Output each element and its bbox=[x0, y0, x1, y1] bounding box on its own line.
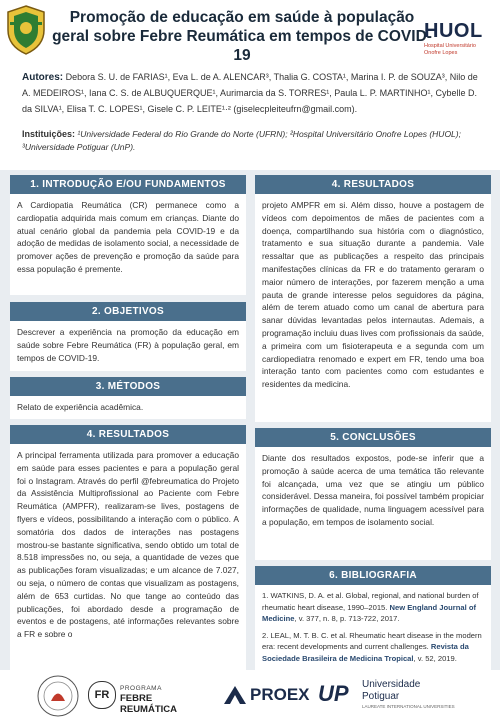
circular-seal-icon bbox=[36, 674, 80, 718]
fr-line2: FEBRE REUMÁTICA bbox=[120, 693, 177, 715]
section-methods-body: Relato de experiência acadêmica. bbox=[10, 396, 246, 419]
section-methods-heading: 3. MÉTODOS bbox=[10, 377, 246, 396]
footer-logos bbox=[0, 670, 500, 722]
proex-symbol-icon bbox=[222, 682, 248, 708]
section-results-body: A principal ferramenta utilizada para promover a educação em saúde para esses pacientes e para a população geral foi o Instagram. Através do perfil @febreumatica do Projeto da Assistência Multiprofissional ao Paciente com Febre Reumática (AMPFR), realizaram-se lives, postagens de flyers e vídeos, possibilitando a interação com o público. A somatória dos dados de interações nas postagens mostrou-se bastante significativa, sendo obtido um total de 8.518 impressões no, ou seja, a quantidade de vezes que as publicações foram visualizadas; e um alcance de 7.027, ou seja, o número de contas que visualizam as postagens, além de 653 curtidas. No que tange ao conteúdo das publicações, foi abordado desde a programação de eventos e de postagens, até informações relevantes sobre a FR e sobre o bbox=[10, 444, 246, 685]
unp-logo bbox=[318, 677, 494, 715]
poster-title: Promoção de educação em saúde à população geral sobre Febre Reumática em tempos de COVID-19 bbox=[52, 9, 432, 64]
section-objectives-body: Descrever a experiência na promoção da educação em saúde sobre Febre Reumática (FR) à população geral, em tempos de COVID-19. bbox=[10, 321, 246, 371]
institutions-label: Instituições: bbox=[22, 129, 76, 139]
section-results-cont-body: projeto AMPFR em si. Além disso, houve a postagem de vídeos com depoimentos de mães de pacientes com a doença, compartilhando sua história com o diagnóstico, tratamento e sua situação durante a pandemia. Vale ressaltar que as publicações a respeito das principais manifestações clínicas da FR e do tratamento geraram o maior número de interações, por fazerem menção a uma pauta de grande interesse pelos seguidores da página, além de terem atuado como um canal de abertura para sanar dúvidas levantadas pelos internautas. Ademais, a programação incluiu duas lives com profissionais da saúde, a primeira com um fisioterapeuta e a segunda com um cardiopediatra renomado e expert em FR, tendo uma boa interação tanto com pacientes como com estudantes e residentes da medicina. bbox=[255, 194, 491, 422]
section-results-cont-heading: 4. RESULTADOS bbox=[255, 175, 491, 194]
proex-logo bbox=[222, 682, 310, 710]
up-line3: LAUREATE INTERNATIONAL UNIVERSITIES bbox=[362, 704, 455, 709]
ufrn-seal-icon bbox=[4, 4, 48, 56]
poster-header bbox=[0, 0, 500, 170]
up-line1: Universidade bbox=[362, 679, 421, 690]
proex-label: PROEX bbox=[250, 685, 310, 704]
section-results-heading: 4. RESULTADOS bbox=[10, 425, 246, 444]
up-line2: Potiguar bbox=[362, 691, 400, 702]
bibliography-item: 2. LEAL, M. T. B. C. et al. Rheumatic heart disease in the modern era: recent developments and current challenges. Revista da Sociedade Brasileira de Medicina Tropical, v. 52, 2019. bbox=[262, 630, 482, 663]
huol-name: HUOL bbox=[424, 20, 483, 42]
fr-line1: PROGRAMA bbox=[120, 685, 162, 692]
section-bibliography-body bbox=[255, 585, 491, 677]
section-conclusions-body: Diante dos resultados expostos, pode-se inferir que a promoção à saúde acerca de uma temática tão relevante foi alcançada, uma vez que se atingiu um público considerável. Dessa maneira, foi possível também propiciar informações de qualidade, numa linguagem acessível para a população, em tempos de isolamento social. bbox=[255, 447, 491, 560]
section-intro-heading: 1. INTRODUÇÃO E/OU FUNDAMENTOS bbox=[10, 175, 246, 194]
section-conclusions-heading: 5. CONCLUSÕES bbox=[255, 428, 491, 447]
fr-mark: FR bbox=[88, 681, 116, 709]
authors-label: Autores: bbox=[22, 72, 64, 83]
up-mark: UP bbox=[318, 681, 349, 706]
huol-subtitle-2: Onofre Lopes bbox=[424, 49, 458, 56]
authors-block bbox=[22, 70, 486, 117]
huol-logo bbox=[424, 20, 496, 56]
section-intro-body: A Cardiopatia Reumática (CR) permanece como a cardiopatia adquirida mais comum em crianças. Diante do atual cenário global da pandemia pela COVID-19 e da adoção de medidas de isolamento social, a necessidade de promover ações de prevenção e promoção da saúde para essa população é premente. bbox=[10, 194, 246, 295]
section-bibliography-heading: 6. BIBLIOGRAFIA bbox=[255, 566, 491, 585]
section-objectives-heading: 2. OBJETIVOS bbox=[10, 302, 246, 321]
institutions-block bbox=[22, 128, 486, 153]
institutions-list: ¹Universidade Federal do Rio Grande do Norte (UFRN); ²Hospital Universitário Onofre Lopes (HUOL); ³Universidade Potiguar (UnP). bbox=[22, 129, 461, 152]
authors-list: Debora S. U. de FARIAS¹, Eva L. de A. ALENCAR³, Thalia G. COSTA¹, Marina I. P. de SOUZA³, Nilo de A. MEDEIROS¹, Iana C. S. de ALBUQUERQUE¹, Aurimarcia da S. TORRES¹, Paula L. P. MARTINHO¹, Cybelle D. da SILVA¹, Elisa T. C. LOPES¹, Gisele C. P. LEITE¹·² (giselecpleiteufrn@gmail.com). bbox=[22, 72, 478, 114]
huol-subtitle-1: Hospital Universitário bbox=[424, 43, 476, 49]
programa-fr-logo bbox=[88, 679, 208, 715]
left-column bbox=[10, 170, 246, 685]
right-column bbox=[255, 170, 491, 677]
bibliography-item: 1. WATKINS, D. A. et al. Global, regional, and national burden of rheumatic heart disease, 1990–2015. New England Journal of Medicine, v. 377, n. 8, p. 713-722, 2017. bbox=[262, 591, 479, 624]
